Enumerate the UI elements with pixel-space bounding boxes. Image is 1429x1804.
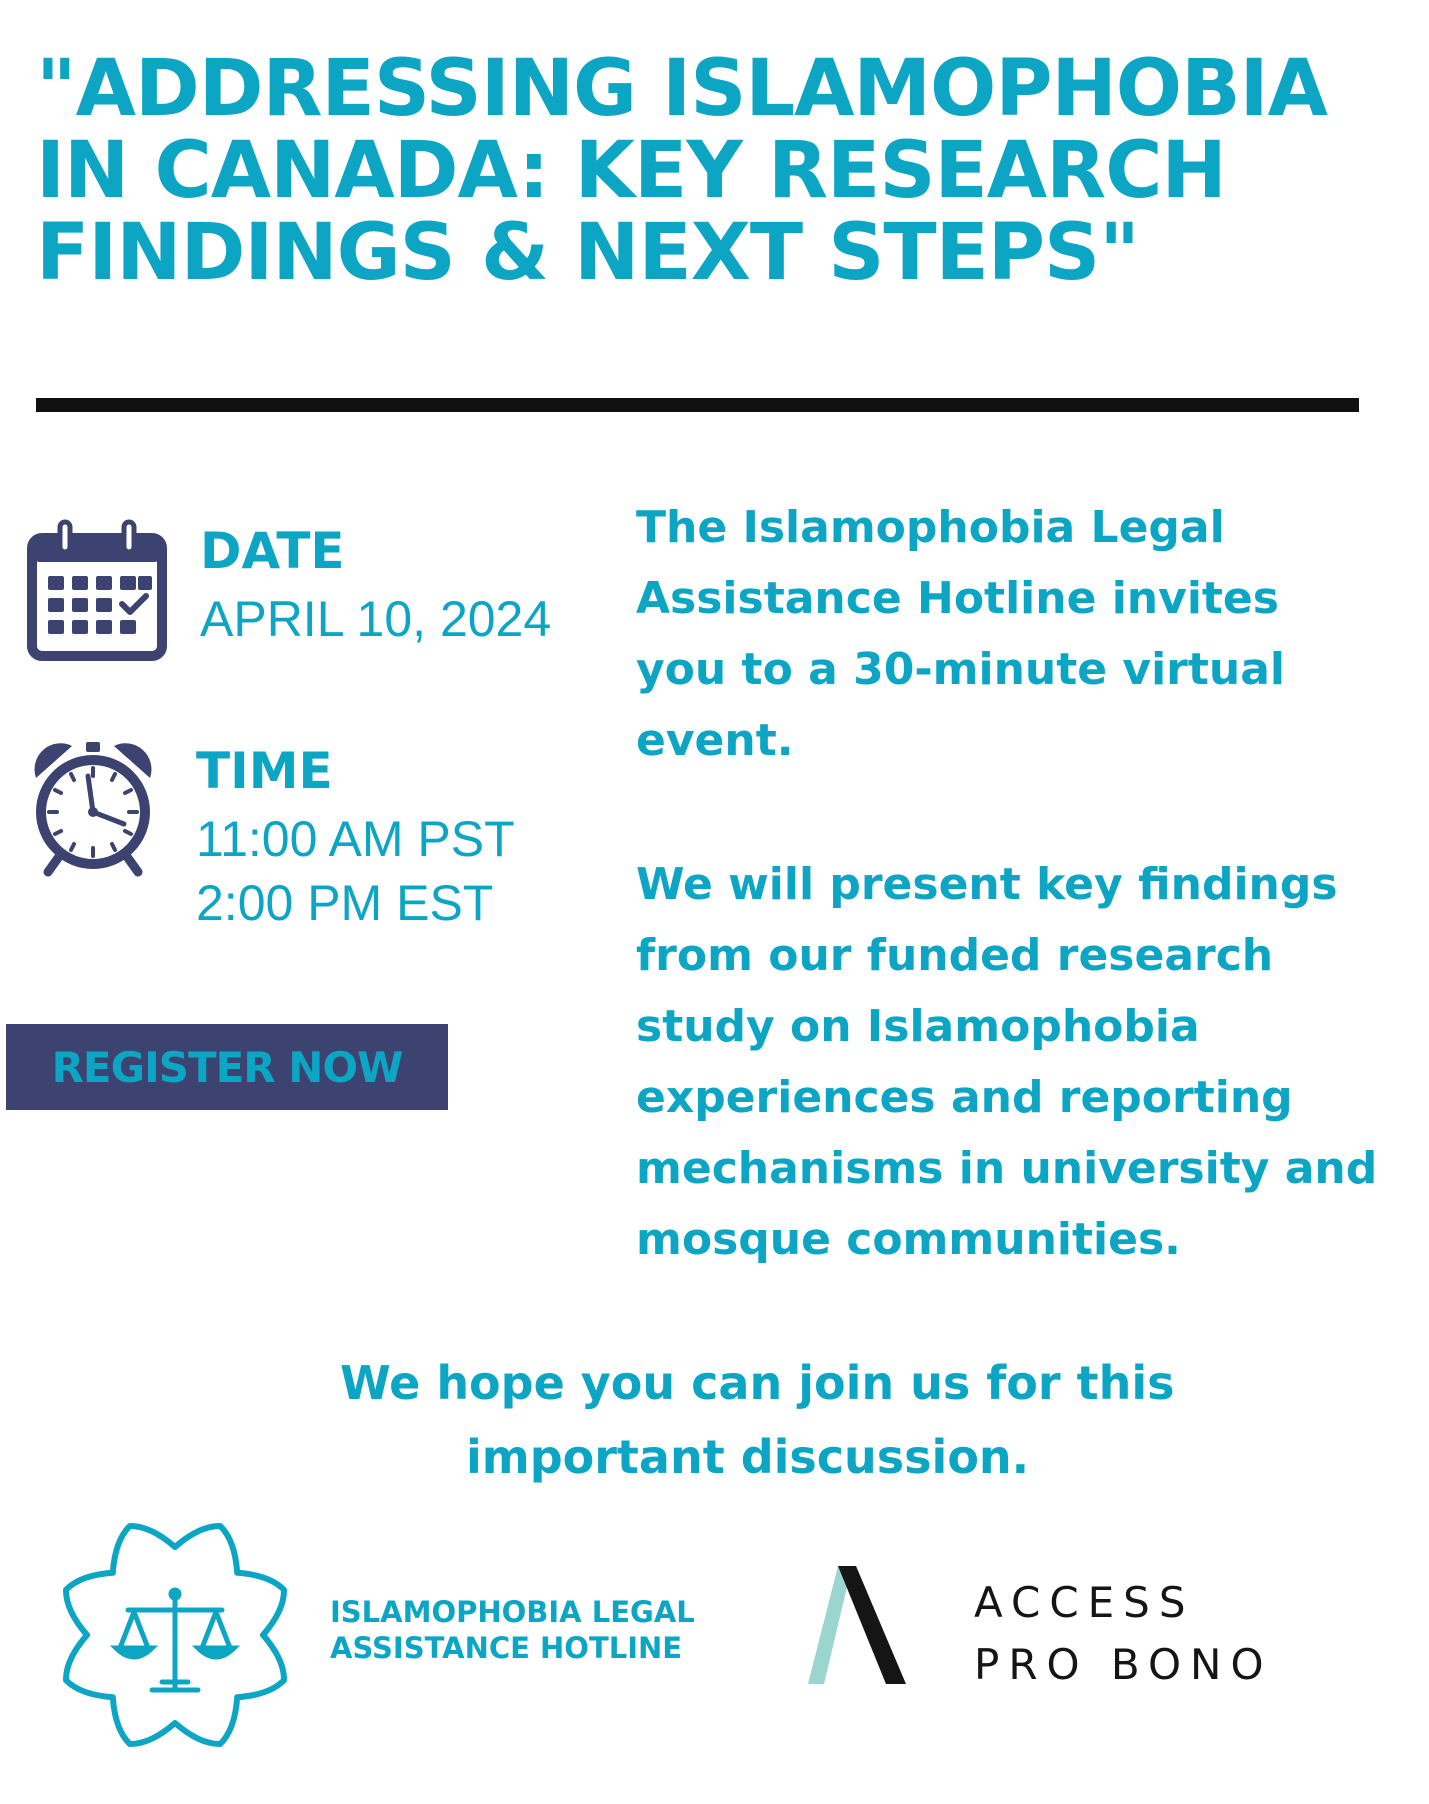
findings-paragraph (636, 849, 1426, 1275)
alarm-clock-icon (28, 738, 158, 878)
closing-message (0, 1346, 1429, 1494)
access-pro-bono-logo-icon (808, 1554, 908, 1690)
event-title-line: IN CANADA: KEY RESEARCH (36, 126, 1226, 216)
paragraph-line: study on Islamophobia (636, 1001, 1200, 1052)
apb-logo-line: PRO BONO (974, 1640, 1273, 1689)
paragraph-line: mosque communities. (636, 1214, 1181, 1265)
ilah-logo-text (330, 1594, 695, 1666)
time-value-pst: 11:00 AM PST (196, 811, 515, 867)
event-title-line: FINDINGS & NEXT STEPS" (36, 208, 1139, 298)
apb-logo-line: ACCESS (974, 1578, 1195, 1627)
closing-line: important discussion. (466, 1430, 1030, 1484)
scales-of-justice-logo-icon (50, 1510, 300, 1760)
paragraph-line: We will present key findings (636, 859, 1338, 910)
register-now-button[interactable]: REGISTER NOW (6, 1024, 448, 1110)
paragraph-line: event. (636, 715, 794, 766)
closing-line: We hope you can join us for this (340, 1356, 1175, 1410)
paragraph-line: Assistance Hotline invites (636, 573, 1279, 624)
ilah-logo-line: ISLAMOPHOBIA LEGAL (330, 1595, 695, 1629)
access-pro-bono-logo-text (974, 1572, 1273, 1696)
time-label: TIME (196, 742, 333, 800)
date-value: APRIL 10, 2024 (200, 591, 552, 647)
paragraph-line: The Islamophobia Legal (636, 502, 1225, 553)
event-title (36, 44, 1416, 298)
paragraph-line: mechanisms in university and (636, 1143, 1378, 1194)
date-label: DATE (200, 522, 345, 580)
paragraph-line: from our funded research (636, 930, 1274, 981)
paragraph-line: you to a 30-minute virtual (636, 644, 1285, 695)
paragraph-line: experiences and reporting (636, 1072, 1293, 1123)
time-value-est: 2:00 PM EST (196, 875, 494, 931)
divider (36, 398, 1359, 412)
ilah-logo-line: ASSISTANCE HOTLINE (330, 1631, 683, 1665)
calendar-icon (26, 518, 168, 662)
event-title-line: "ADDRESSING ISLAMOPHOBIA (36, 44, 1327, 134)
invitation-paragraph (636, 492, 1426, 776)
